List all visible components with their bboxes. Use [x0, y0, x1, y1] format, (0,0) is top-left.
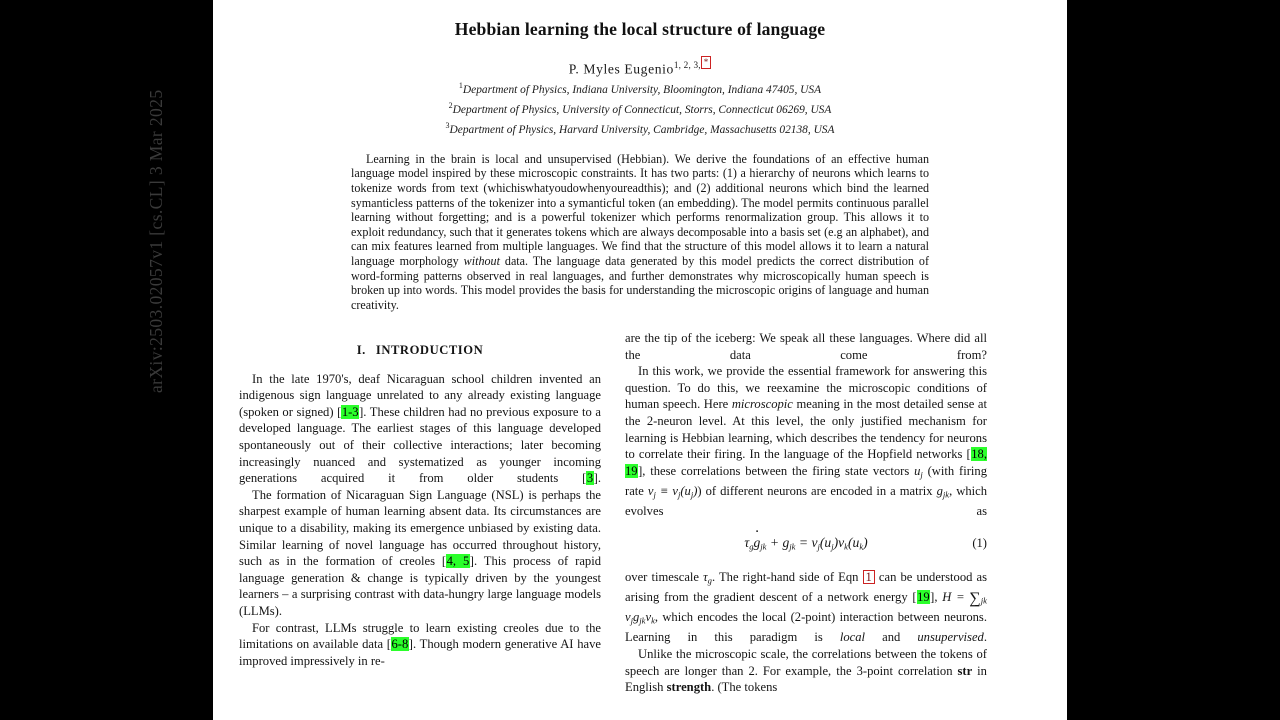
emphasis-unsupervised: unsupervised	[917, 630, 984, 645]
equation-1-number: (1)	[972, 536, 987, 551]
section-title: INTRODUCTION	[375, 343, 484, 357]
display-equation-1	[625, 535, 987, 555]
right-column	[625, 330, 987, 720]
text-run: over timescale	[625, 570, 704, 585]
text-run: ]. These children had no previous exposure to a developed language. The earliest stages of this language developed spontaneously out of their collective interactions; later becoming increasingly nuanced and systematized as younger incoming generations acquired it from older students [	[239, 404, 602, 486]
text-run: in English	[625, 663, 987, 695]
equation-reference-link-1[interactable]: 1	[863, 570, 875, 584]
paragraph-left-3	[239, 620, 601, 670]
text-run: ) of different neurons are encoded in a matrix	[697, 483, 937, 498]
paragraph-left-1	[239, 371, 601, 487]
inline-math-v-j: $v_j \equiv v_j(u_j)$	[647, 483, 698, 500]
text-run: , which evolves as	[625, 483, 988, 518]
text-run: ].	[593, 471, 601, 486]
affiliation-1-mark: 1	[458, 80, 463, 90]
emphasis-microscopic: microscopic	[731, 397, 793, 412]
body-columns	[213, 330, 1067, 720]
paragraph-right-1: are the tip of the iceberg: We speak all these languages. Where did all the data come from?	[625, 331, 987, 362]
front-matter	[213, 0, 1067, 313]
section-numeral: I.	[356, 343, 366, 357]
affiliation-2-text: Department of Physics, University of Connecticut, Storrs, Connecticut 06269, USA	[452, 103, 832, 116]
inline-math-hamiltonian: $H = \sum_{jk}$ $v_jg_{jk}v_k$	[625, 590, 987, 626]
affiliation-1-text: Department of Physics, Indiana University, Bloomington, Indiana 47405, USA	[462, 83, 822, 96]
citation-link-19[interactable]: 19	[917, 590, 930, 605]
abstract-emphasis: without	[463, 254, 500, 269]
citation-link-1-3[interactable]: 1-3	[341, 404, 359, 419]
left-column	[239, 330, 601, 720]
text-run: ]. Though modern generative AI have improved impressively in re-	[239, 637, 601, 668]
affiliation-2	[239, 98, 1041, 118]
abstract	[351, 152, 929, 313]
paragraph-right-2	[625, 363, 987, 519]
affiliation-1	[239, 78, 1041, 98]
arxiv-stamp: arXiv:2503.02057v1 [cs.CL] 3 Mar 2025	[146, 89, 166, 393]
paragraph-right-3	[625, 569, 987, 646]
inline-math-tau-g: $\tau_g$	[703, 570, 712, 586]
text-run: For contrast, LLMs struggle to learn existing creoles due to the limitations on available data [	[239, 620, 601, 652]
text-run: .	[983, 630, 987, 645]
text-run: Unlike the microscopic scale, the correlations between the tokens of speech are longer than 2. For example, the 3-point correlation	[625, 646, 987, 678]
citation-link-3[interactable]: 3	[586, 471, 594, 486]
bold-token-str: str	[957, 663, 973, 678]
text-run: The formation of Nicaraguan Sign Language (NSL) is perhaps the sharpest example of human learning absent data. Its circumstances are unique to a disability, making its emergence unbiased by existing data. Similar learning of novel language has occurred throughout history, such as in the formation of creoles [	[239, 487, 601, 569]
author-affiliation-marks: 1, 2, 3,	[673, 60, 701, 70]
inline-math-g-jk: $g_{jk}$	[936, 483, 950, 500]
abstract-tail: data. The language data generated by this model predicts the correct distribution of word-forming patterns observed in real languages, and further demonstrates why microscopically human speech is broken up into words. This model provides the basis for understanding the microscopic origins of language and human creativity.	[351, 254, 929, 313]
abstract-body: Learning in the brain is local and unsupervised (Hebbian). We derive the foundations of an effective human language model inspired by these microscopic constraints. It has two parts: (1) a hierarchy of neurons which learns to tokenize words from text (whichiswhatyoudowhenyoureadthis); and (2) additional neurons which bind the learned symanticless patterns of the tokenizer into a symanticful token (an embedding). The model permits continuous parallel learning without forgetting; and is a powerful tokenizer which performs renormalization group. This allows it to exploit redundancy, such that it generates tokens which are always decomposable into a basis set (e.g an alphabet), and can mix features learned from multiple languages. We find that the structure of this model allows it to learn a natural language morphology	[351, 151, 929, 269]
corresponding-author-link[interactable]: *	[701, 56, 712, 69]
author-name: P. Myles Eugenio	[568, 61, 674, 77]
page-title: Hebbian learning the local structure of language	[454, 19, 826, 39]
paragraph-right-4	[625, 646, 987, 696]
text-run: and	[865, 630, 918, 645]
author-line	[239, 59, 1041, 78]
affiliation-3	[239, 118, 1041, 138]
equation-1-expression: $\tau_gg \cdot_{jk} + g_{jk} = v_j(u_j)v_k(u_k)$	[744, 535, 867, 555]
section-heading-introduction	[239, 342, 601, 359]
text-run: . The right-hand side of Eqn	[711, 570, 863, 585]
text-run: (with firing rate	[625, 463, 987, 498]
text-run: In this work, we provide the essential framework for answering this question. To do this, we reexamine the microscopic conditions of human speech. Here	[625, 364, 987, 412]
paper-page	[146, 0, 1067, 720]
affiliation-3-text: Department of Physics, Harvard University, Cambridge, Massachusetts 02138, USA	[449, 123, 835, 136]
citation-link-4-5[interactable]: 4, 5	[446, 554, 470, 569]
text-run: ], these correlations between the firing state vectors	[638, 463, 915, 478]
affiliation-3-mark: 3	[445, 120, 450, 130]
text-run: ]. This process of rapid language generation & change is typically driven by the youngest learners – a surprising contrast with data-hungry large language models (LLMs).	[239, 554, 602, 618]
inline-math-u-j: $u_j$	[914, 463, 923, 480]
emphasis-local: local	[839, 630, 866, 645]
text-run: ],	[930, 590, 943, 605]
text-run: meaning in the most detailed sense at the 2-neuron level. At this level, the only justified mechanism for learning is Hebbian learning, which describes the tendency for neurons to correlate their firing. In the language of the Hopfield networks [	[625, 397, 987, 462]
text-run: , which encodes the local (2-point) interaction between neurons. Learning in this paradigm is	[625, 610, 987, 645]
citation-link-18-19[interactable]: 18, 19	[625, 447, 987, 478]
paragraph-left-2	[239, 487, 601, 620]
citation-link-6-8[interactable]: 6-8	[391, 637, 409, 652]
text-run: . (The tokens	[711, 680, 778, 695]
affiliation-2-mark: 2	[448, 100, 453, 110]
bold-token-strength: strength	[666, 680, 712, 695]
text-run: can be understood as arising from the gradient descent of a network energy [	[625, 570, 987, 605]
text-run: In the late 1970's, deaf Nicaraguan school children invented an indigenous sign language unrelated to any already existing language (spoken or signed) [	[239, 371, 601, 419]
